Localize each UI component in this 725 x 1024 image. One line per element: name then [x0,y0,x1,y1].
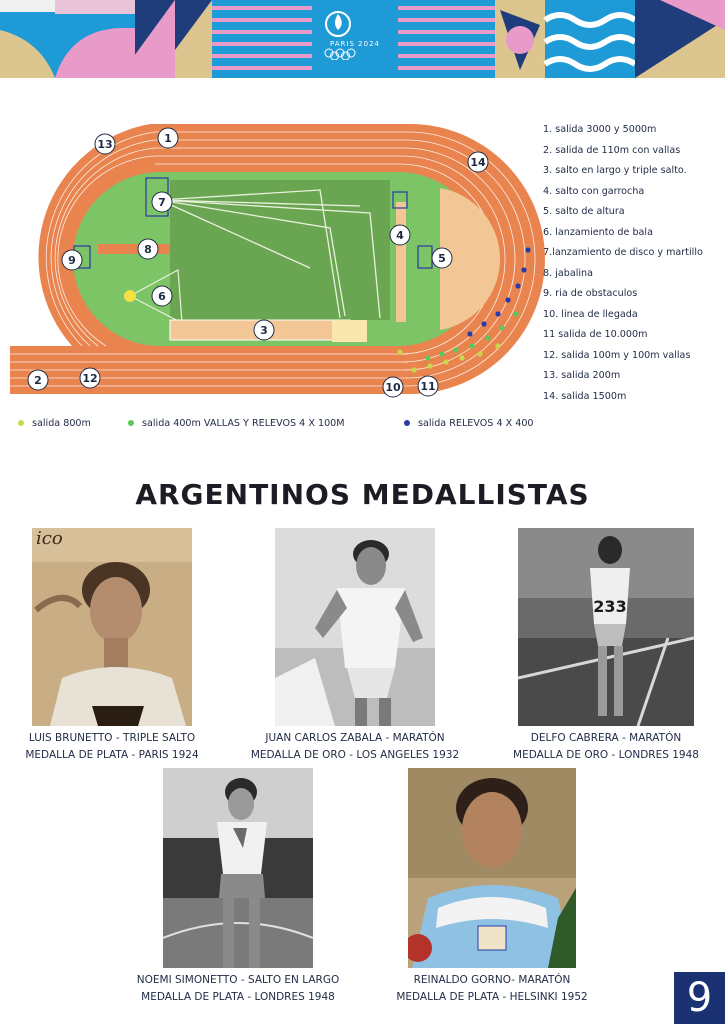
caption-noemi-simonetto: NOEMI SIMONETTO - SALTO EN LARGO MEDALLA DE PLATA - LONDRES 1948 [136,974,340,1003]
green-dot-icon [128,420,134,426]
olympic-banner [0,0,725,78]
legend-item: 10. linea de llegada [543,308,638,320]
marker-10 [383,377,403,397]
legend-item: 3. salto en largo y triple salto. [543,165,687,176]
legend-item: 14. salida 1500m [543,390,627,402]
page-number: 9 [674,972,725,1024]
legend-item: 9. ria de obstaculos [543,288,638,299]
legend-item: 13. salida 200m [543,370,621,381]
marker-1 [158,128,178,148]
magazine-text: ico [36,528,63,549]
marker-7 [152,192,172,212]
yellow-dot-icon [18,420,24,426]
legend-item: 11 salida de 10.000m [543,329,648,340]
section-title: ARGENTINOS MEDALLISTAS [135,478,590,511]
track-legend [543,120,723,407]
svg-text:13: 13 [97,138,113,151]
track-diagram [10,118,550,408]
marker-9 [62,250,82,270]
marker-6 [152,286,172,306]
svg-text:7: 7 [158,196,166,209]
legend-item: 12. salida 100m y 100m vallas [543,349,691,361]
logo-text: PARIS 2024 [330,40,380,48]
svg-text:5: 5 [438,252,446,265]
start-dots-legend [18,412,630,438]
svg-text:9: 9 [68,254,76,267]
marker-14 [468,152,488,172]
blue-dot-icon [404,420,410,426]
marker-2 [28,370,48,390]
marker-5 [432,248,452,268]
caption-delfo-cabrera: DELFO CABRERA - MARATÓN MEDALLA DE ORO - LONDRES 1948 [513,732,699,761]
photo-reinaldo-gorno [408,768,576,968]
svg-text:4: 4 [396,229,404,242]
legend-item: 4. salto con garrocha [543,185,645,197]
marker-11 [418,376,438,396]
legend-item: 5. salto de altura [543,206,625,217]
olympic-flame-icon [323,8,353,38]
svg-text:1: 1 [164,132,172,145]
svg-text:11: 11 [420,380,436,393]
marker-8 [138,239,158,259]
legend-item: 6. lanzamiento de bala [543,226,653,238]
paris-2024-logo [323,8,387,66]
marker-12 [80,368,100,388]
legend-item: 2. salida de 110m con vallas [543,144,681,156]
olympic-rings-icon [323,48,357,60]
legend-item: 1. salida 3000 y 5000m [543,124,657,135]
svg-text:12: 12 [82,372,98,385]
marker-4 [390,225,410,245]
caption-juan-carlos-zabala: JUAN CARLOS ZABALA - MARATÓN MEDALLA DE ORO - LOS ANGELES 1932 [250,732,460,761]
legend-800m: salida 800m [18,412,91,438]
bib-number: 233 [593,597,627,616]
svg-text:14: 14 [470,156,486,169]
photo-noemi-simonetto [163,768,313,968]
marker-13 [95,134,115,154]
svg-text:6: 6 [158,290,166,303]
svg-text:3: 3 [260,324,268,337]
svg-text:10: 10 [385,381,401,394]
legend-relevos-4x400: salida RELEVOS 4 X 400 [404,412,534,438]
legend-400m: salida 400m VALLAS Y RELEVOS 4 X 100M [128,412,345,438]
caption-reinaldo-gorno: REINALDO GORNO- MARATÓN MEDALLA DE PLATA - HELSINKI 1952 [396,974,588,1003]
legend-item: 7.lanzamiento de disco y martillo [543,247,703,258]
caption-luis-brunetto: LUIS BRUNETTO - TRIPLE SALTO MEDALLA DE PLATA - PARIS 1924 [25,732,199,761]
legend-item: 8. jabalina [543,267,594,279]
photo-luis-brunetto [32,528,192,726]
svg-text:2: 2 [34,374,42,387]
photo-delfo-cabrera [518,528,694,726]
marker-3 [254,320,274,340]
svg-text:8: 8 [144,243,152,256]
photo-juan-carlos-zabala [275,528,435,726]
